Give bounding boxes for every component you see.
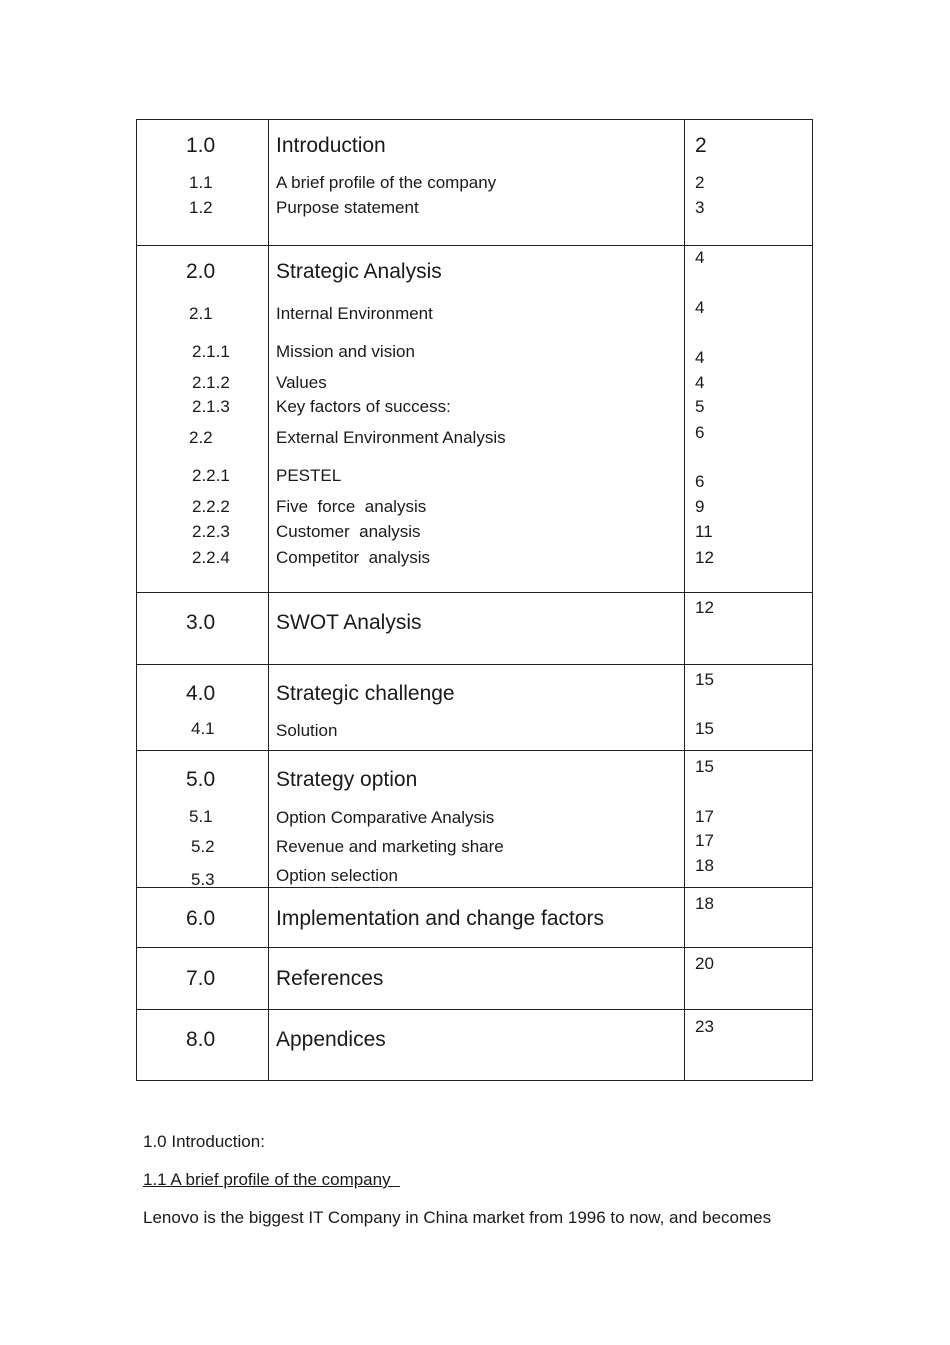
subsection-page: 4 [695, 348, 705, 367]
subsection-title: PESTEL [276, 466, 342, 485]
section-number: 7.0 [186, 967, 216, 990]
section-page: 15 [695, 757, 714, 776]
section-title: Strategic Analysis [276, 260, 442, 283]
subsection-title: Option Comparative Analysis [276, 808, 495, 827]
subsection-page: 9 [695, 497, 705, 516]
subsection-page: 5 [695, 397, 705, 416]
subsection-number: 1.2 [189, 198, 213, 217]
subsection-number: 5.1 [189, 807, 213, 826]
subsection-number: 2.2.4 [192, 548, 230, 567]
section-page: 20 [695, 954, 714, 973]
column-divider [684, 120, 685, 1080]
subsection-title: Solution [276, 721, 338, 740]
section-title: Appendices [276, 1028, 386, 1051]
subsection-title: Purpose statement [276, 198, 419, 217]
section-title: References [276, 967, 384, 990]
subsection-number: 5.2 [191, 837, 215, 856]
subsection-title: A brief profile of the company [276, 173, 497, 192]
section-page: 2 [695, 134, 707, 157]
subsection-page: 12 [695, 548, 714, 567]
section-number: 6.0 [186, 907, 216, 930]
section-number: 1.0 [186, 134, 216, 157]
subsection-page: 6 [695, 423, 705, 442]
subsection-title: Competitor analysis [276, 548, 431, 567]
row-divider [137, 592, 812, 593]
subsection-title: Revenue and marketing share [276, 837, 504, 856]
section-number: 8.0 [186, 1028, 216, 1051]
subsection-title: Mission and vision [276, 342, 415, 361]
section-number: 4.0 [186, 682, 216, 705]
subsection-number: 1.1 [189, 173, 213, 192]
subsection-page: 18 [695, 856, 714, 875]
subsection-title: Values [276, 373, 327, 392]
subsection-title: Five force analysis [276, 497, 427, 516]
subsection-page: 3 [695, 198, 705, 217]
section-heading: 1.0 Introduction: [143, 1132, 265, 1151]
subsection-number: 2.2.2 [192, 497, 230, 516]
subsection-page: 17 [695, 831, 714, 850]
section-number: 2.0 [186, 260, 216, 283]
subsection-page: 4 [695, 298, 705, 317]
subsection-title: Option selection [276, 866, 398, 885]
section-page: 4 [695, 248, 705, 267]
row-divider [137, 887, 812, 888]
subsection-page: 2 [695, 173, 705, 192]
subsection-page: 11 [695, 522, 713, 541]
row-divider [137, 750, 812, 751]
subsection-number: 2.2 [189, 428, 213, 447]
section-number: 5.0 [186, 768, 216, 791]
section-page: 12 [695, 598, 714, 617]
subsection-number: 2.1 [189, 304, 213, 323]
section-number: 3.0 [186, 611, 216, 634]
section-page: 23 [695, 1017, 714, 1036]
subsection-page: 15 [695, 719, 714, 738]
subsection-number: 2.2.1 [192, 466, 230, 485]
subsection-number: 2.1.1 [192, 342, 230, 361]
subsection-heading: 1.1 A brief profile of the company [143, 1170, 401, 1189]
subsection-number: 2.2.3 [192, 522, 230, 541]
subsection-number: 5.3 [191, 870, 215, 889]
section-title: SWOT Analysis [276, 611, 422, 634]
subsection-title: Internal Environment [276, 304, 433, 323]
section-page: 15 [695, 670, 714, 689]
table-of-contents [136, 119, 813, 1081]
subsection-number: 4.1 [191, 719, 215, 738]
row-divider [137, 947, 812, 948]
column-divider [268, 120, 269, 1080]
row-divider [137, 1009, 812, 1010]
row-divider [137, 664, 812, 665]
subsection-page: 6 [695, 472, 705, 491]
subsection-number: 2.1.2 [192, 373, 230, 392]
section-title: Strategy option [276, 768, 418, 791]
subsection-title: External Environment Analysis [276, 428, 506, 447]
subsection-page: 4 [695, 373, 705, 392]
section-page: 18 [695, 894, 714, 913]
subsection-title: Key factors of success: [276, 397, 451, 416]
section-title: Strategic challenge [276, 682, 455, 705]
section-title: Implementation and change factors [276, 907, 605, 930]
body-paragraph: Lenovo is the biggest IT Company in China market from 1996 to now, and becomes [143, 1208, 772, 1227]
subsection-title: Customer analysis [276, 522, 421, 541]
subsection-page: 17 [695, 807, 714, 826]
subsection-number: 2.1.3 [192, 397, 230, 416]
section-title: Introduction [276, 134, 386, 157]
row-divider [137, 245, 812, 246]
